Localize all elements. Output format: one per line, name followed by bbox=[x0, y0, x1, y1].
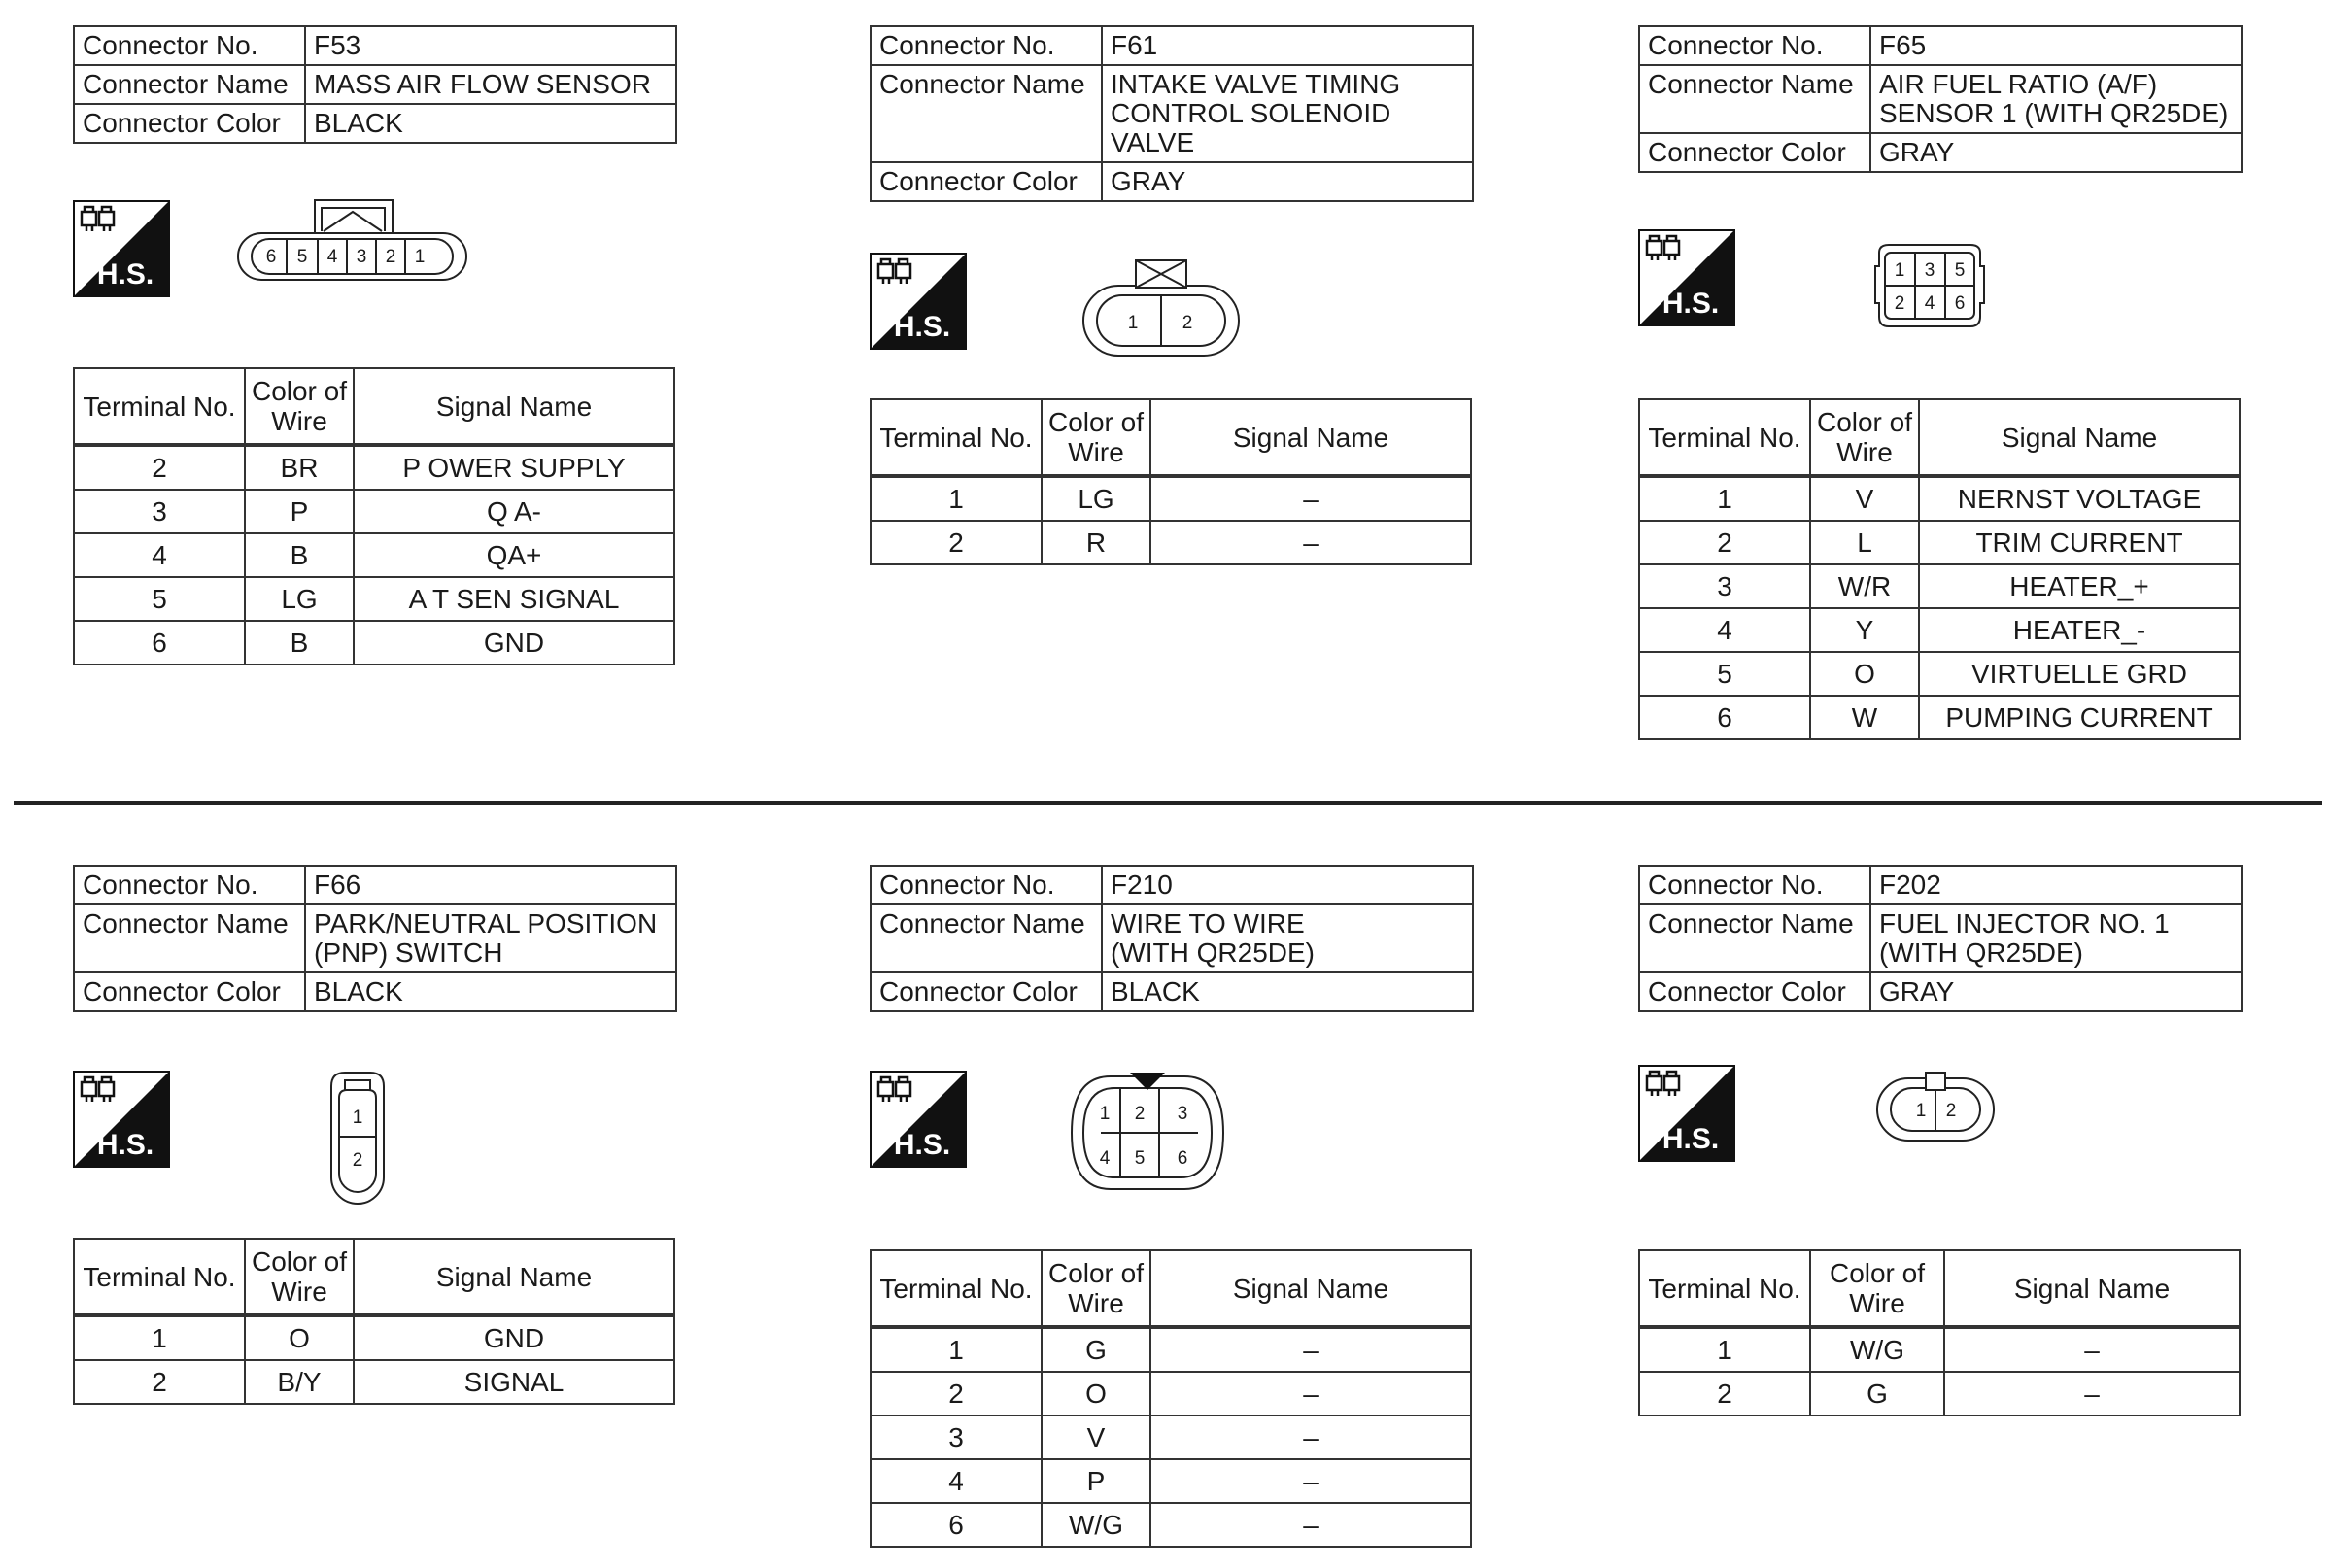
connector-panel-f53 bbox=[73, 25, 677, 676]
connector-info-table bbox=[1638, 25, 2243, 173]
wire-color-cell: O bbox=[1042, 1372, 1150, 1415]
pin-label: 2 bbox=[1134, 1104, 1146, 1124]
connector-no-label: Connector No. bbox=[871, 866, 1102, 904]
table-row bbox=[74, 621, 674, 665]
connector-panel-f202 bbox=[1638, 865, 2243, 1409]
connector-name-value: AIR FUEL RATIO (A/F) SENSOR 1 (WITH QR25DE) bbox=[1870, 65, 2242, 133]
terminal-no-cell: 1 bbox=[871, 1327, 1042, 1372]
signal-name-cell: TRIM CURRENT bbox=[1919, 521, 2240, 564]
terminal-no-header: Terminal No. bbox=[1639, 399, 1810, 476]
connector-panel-f210 bbox=[870, 865, 1474, 1564]
connector-face-diagram bbox=[1062, 1065, 1233, 1195]
terminal-no-cell: 2 bbox=[74, 445, 245, 490]
wire-color-cell: G bbox=[1042, 1327, 1150, 1372]
signal-name-header: Signal Name bbox=[1150, 399, 1471, 476]
terminal-no-cell: 2 bbox=[1639, 521, 1810, 564]
terminal-no-cell: 5 bbox=[74, 577, 245, 621]
wire-color-header: Color of Wire bbox=[1042, 399, 1150, 476]
connector-color-label: Connector Color bbox=[74, 972, 305, 1011]
terminal-table bbox=[73, 367, 675, 665]
signal-name-cell: – bbox=[1944, 1372, 2240, 1415]
connector-color-value: BLACK bbox=[1102, 972, 1473, 1011]
table-row bbox=[871, 1459, 1471, 1503]
pin-label: 1 bbox=[1099, 1104, 1111, 1124]
terminal-no-cell: 4 bbox=[871, 1459, 1042, 1503]
signal-name-cell: GND bbox=[354, 621, 674, 665]
signal-name-cell: – bbox=[1150, 521, 1471, 564]
pin-label: 2 bbox=[1182, 313, 1193, 333]
pin-label: 1 bbox=[1127, 313, 1139, 333]
connector-color-label: Connector Color bbox=[1639, 972, 1870, 1011]
hs-badge-icon bbox=[1638, 1065, 1735, 1162]
hs-badge-icon bbox=[1638, 229, 1735, 326]
table-row bbox=[871, 1327, 1471, 1372]
signal-name-header: Signal Name bbox=[354, 368, 674, 445]
terminal-no-cell: 4 bbox=[74, 533, 245, 577]
connector-name-value: PARK/NEUTRAL POSITION (PNP) SWITCH bbox=[305, 904, 676, 972]
wire-color-header: Color of Wire bbox=[245, 368, 354, 445]
connector-info-table bbox=[1638, 865, 2243, 1012]
connector-face-diagram bbox=[324, 1069, 392, 1205]
signal-name-cell: A T SEN SIGNAL bbox=[354, 577, 674, 621]
signal-name-cell: QA+ bbox=[354, 533, 674, 577]
signal-name-cell: P OWER SUPPLY bbox=[354, 445, 674, 490]
connector-info-table bbox=[870, 25, 1474, 202]
table-row bbox=[1639, 608, 2240, 652]
wire-color-header: Color of Wire bbox=[1810, 1250, 1944, 1327]
connector-panel-f66 bbox=[73, 865, 677, 1409]
connector-no-label: Connector No. bbox=[74, 26, 305, 65]
connector-face-diagram bbox=[1083, 256, 1239, 363]
wire-color-cell: B bbox=[245, 621, 354, 665]
signal-name-cell: PUMPING CURRENT bbox=[1919, 696, 2240, 739]
terminal-table bbox=[1638, 1249, 2241, 1416]
pin-label: 2 bbox=[385, 247, 396, 267]
connector-info-table bbox=[73, 865, 677, 1012]
terminal-no-cell: 1 bbox=[74, 1315, 245, 1360]
terminal-no-cell: 6 bbox=[871, 1503, 1042, 1547]
table-row bbox=[74, 1315, 674, 1360]
table-row bbox=[1639, 652, 2240, 696]
wire-color-cell: P bbox=[245, 490, 354, 533]
pin-label: 5 bbox=[1134, 1148, 1146, 1169]
connector-no-value: F61 bbox=[1102, 26, 1473, 65]
signal-name-cell: NERNST VOLTAGE bbox=[1919, 476, 2240, 521]
pin-label: 6 bbox=[1954, 293, 1966, 314]
wire-color-cell: V bbox=[1810, 476, 1919, 521]
signal-name-header: Signal Name bbox=[1919, 399, 2240, 476]
wire-color-cell: W/G bbox=[1810, 1327, 1944, 1372]
connector-color-label: Connector Color bbox=[1639, 133, 1870, 172]
connector-info-table bbox=[73, 25, 677, 144]
pin-label: 6 bbox=[1177, 1148, 1188, 1169]
terminal-no-cell: 2 bbox=[871, 521, 1042, 564]
pin-label: 4 bbox=[326, 247, 338, 267]
connector-no-label: Connector No. bbox=[871, 26, 1102, 65]
connector-no-value: F210 bbox=[1102, 866, 1473, 904]
hs-badge-icon bbox=[870, 1071, 967, 1168]
wire-color-header: Color of Wire bbox=[245, 1239, 354, 1315]
terminal-no-cell: 2 bbox=[871, 1372, 1042, 1415]
terminal-no-cell: 3 bbox=[871, 1415, 1042, 1459]
connector-color-value: GRAY bbox=[1102, 162, 1473, 201]
connector-no-value: F53 bbox=[305, 26, 676, 65]
connector-no-label: Connector No. bbox=[1639, 26, 1870, 65]
signal-name-cell: Q A- bbox=[354, 490, 674, 533]
wire-color-header: Color of Wire bbox=[1042, 1250, 1150, 1327]
signal-name-cell: SIGNAL bbox=[354, 1360, 674, 1404]
table-row bbox=[871, 521, 1471, 564]
terminal-no-cell: 4 bbox=[1639, 608, 1810, 652]
table-row bbox=[1639, 1372, 2240, 1415]
connector-panel-f61 bbox=[870, 25, 1474, 569]
pin-label: 3 bbox=[1924, 260, 1935, 281]
signal-name-cell: HEATER_+ bbox=[1919, 564, 2240, 608]
hs-badge-label: H.S. bbox=[96, 258, 154, 290]
signal-name-cell: – bbox=[1150, 476, 1471, 521]
connector-name-label: Connector Name bbox=[74, 904, 305, 972]
table-row bbox=[1639, 1327, 2240, 1372]
pin-label: 2 bbox=[1945, 1101, 1957, 1121]
hs-badge-label: H.S. bbox=[96, 1129, 154, 1161]
connector-name-label: Connector Name bbox=[1639, 65, 1870, 133]
signal-name-cell: – bbox=[1944, 1327, 2240, 1372]
terminal-no-header: Terminal No. bbox=[871, 399, 1042, 476]
table-row bbox=[871, 476, 1471, 521]
hs-badge-icon bbox=[870, 253, 967, 350]
connector-color-value: GRAY bbox=[1870, 133, 2242, 172]
wire-color-cell: O bbox=[1810, 652, 1919, 696]
wire-color-cell: P bbox=[1042, 1459, 1150, 1503]
wire-color-cell: B bbox=[245, 533, 354, 577]
connector-panel-f65 bbox=[1638, 25, 2243, 754]
terminal-no-cell: 2 bbox=[74, 1360, 245, 1404]
connector-color-value: BLACK bbox=[305, 972, 676, 1011]
connector-name-label: Connector Name bbox=[871, 65, 1102, 162]
wire-color-cell: W/G bbox=[1042, 1503, 1150, 1547]
connector-no-label: Connector No. bbox=[1639, 866, 1870, 904]
signal-name-header: Signal Name bbox=[354, 1239, 674, 1315]
table-row bbox=[74, 533, 674, 577]
pin-label: 1 bbox=[1894, 260, 1905, 281]
terminal-no-cell: 2 bbox=[1639, 1372, 1810, 1415]
hs-badge-icon bbox=[73, 200, 170, 297]
terminal-no-cell: 3 bbox=[74, 490, 245, 533]
table-row bbox=[74, 445, 674, 490]
pin-label: 4 bbox=[1099, 1148, 1111, 1169]
connector-name-value: WIRE TO WIRE (WITH QR25DE) bbox=[1102, 904, 1473, 972]
pin-label: 5 bbox=[1954, 260, 1966, 281]
wire-color-cell: O bbox=[245, 1315, 354, 1360]
hs-badge-label: H.S. bbox=[893, 1129, 951, 1161]
signal-name-cell: – bbox=[1150, 1459, 1471, 1503]
hs-badge-label: H.S. bbox=[1661, 288, 1720, 320]
signal-name-cell: – bbox=[1150, 1372, 1471, 1415]
pin-label: 5 bbox=[296, 247, 308, 267]
pin-label: 2 bbox=[352, 1150, 363, 1171]
section-divider bbox=[14, 801, 2322, 805]
signal-name-header: Signal Name bbox=[1944, 1250, 2240, 1327]
connector-color-value: GRAY bbox=[1870, 972, 2242, 1011]
wire-color-cell: L bbox=[1810, 521, 1919, 564]
signal-name-cell: – bbox=[1150, 1415, 1471, 1459]
connector-name-value: INTAKE VALVE TIMING CONTROL SOLENOID VALVE bbox=[1102, 65, 1473, 162]
hs-badge-label: H.S. bbox=[1661, 1123, 1720, 1155]
wire-color-cell: V bbox=[1042, 1415, 1150, 1459]
wire-color-cell: Y bbox=[1810, 608, 1919, 652]
connector-info-table bbox=[870, 865, 1474, 1012]
wire-color-cell: LG bbox=[245, 577, 354, 621]
connector-color-value: BLACK bbox=[305, 104, 676, 143]
wire-color-cell: R bbox=[1042, 521, 1150, 564]
connector-no-value: F202 bbox=[1870, 866, 2242, 904]
wire-color-header: Color of Wire bbox=[1810, 399, 1919, 476]
table-row bbox=[1639, 696, 2240, 739]
table-row bbox=[871, 1503, 1471, 1547]
table-row bbox=[1639, 564, 2240, 608]
wire-color-cell: B/Y bbox=[245, 1360, 354, 1404]
connector-name-label: Connector Name bbox=[74, 65, 305, 104]
terminal-no-cell: 5 bbox=[1639, 652, 1810, 696]
table-row bbox=[74, 577, 674, 621]
connector-color-label: Connector Color bbox=[871, 162, 1102, 201]
connector-no-value: F66 bbox=[305, 866, 676, 904]
connector-face-diagram bbox=[1877, 1065, 1994, 1148]
signal-name-cell: – bbox=[1150, 1503, 1471, 1547]
terminal-table bbox=[870, 1249, 1472, 1548]
terminal-no-header: Terminal No. bbox=[74, 1239, 245, 1315]
pin-label: 4 bbox=[1924, 293, 1935, 314]
wire-color-cell: G bbox=[1810, 1372, 1944, 1415]
connector-name-value: FUEL INJECTOR NO. 1 (WITH QR25DE) bbox=[1870, 904, 2242, 972]
terminal-no-cell: 1 bbox=[1639, 1327, 1810, 1372]
terminal-no-cell: 6 bbox=[74, 621, 245, 665]
table-row bbox=[1639, 521, 2240, 564]
pin-label: 1 bbox=[1915, 1101, 1927, 1121]
table-row bbox=[1639, 476, 2240, 521]
pin-label: 3 bbox=[1177, 1104, 1188, 1124]
connector-color-label: Connector Color bbox=[74, 104, 305, 143]
terminal-no-cell: 6 bbox=[1639, 696, 1810, 739]
pin-label: 6 bbox=[265, 247, 277, 267]
wire-color-cell: BR bbox=[245, 445, 354, 490]
signal-name-cell: GND bbox=[354, 1315, 674, 1360]
terminal-no-cell: 1 bbox=[871, 476, 1042, 521]
pin-label: 1 bbox=[414, 247, 426, 267]
table-row bbox=[871, 1372, 1471, 1415]
hs-badge-label: H.S. bbox=[893, 311, 951, 343]
wire-color-cell: W/R bbox=[1810, 564, 1919, 608]
table-row bbox=[871, 1415, 1471, 1459]
connector-no-label: Connector No. bbox=[74, 866, 305, 904]
signal-name-cell: VIRTUELLE GRD bbox=[1919, 652, 2240, 696]
terminal-no-header: Terminal No. bbox=[74, 368, 245, 445]
terminal-table bbox=[870, 398, 1472, 565]
terminal-table bbox=[73, 1238, 675, 1405]
wire-color-cell: LG bbox=[1042, 476, 1150, 521]
connector-name-label: Connector Name bbox=[871, 904, 1102, 972]
connector-face-diagram bbox=[238, 196, 471, 293]
connector-no-value: F65 bbox=[1870, 26, 2242, 65]
signal-name-cell: – bbox=[1150, 1327, 1471, 1372]
pin-label: 2 bbox=[1894, 293, 1905, 314]
hs-badge-icon bbox=[73, 1071, 170, 1168]
connector-color-label: Connector Color bbox=[871, 972, 1102, 1011]
terminal-no-cell: 1 bbox=[1639, 476, 1810, 521]
table-row bbox=[74, 1360, 674, 1404]
pin-label: 3 bbox=[356, 247, 367, 267]
terminal-no-cell: 3 bbox=[1639, 564, 1810, 608]
pin-label: 1 bbox=[352, 1108, 363, 1128]
signal-name-header: Signal Name bbox=[1150, 1250, 1471, 1327]
terminal-table bbox=[1638, 398, 2241, 740]
connector-face-diagram bbox=[1864, 237, 2000, 344]
terminal-no-header: Terminal No. bbox=[871, 1250, 1042, 1327]
wire-color-cell: W bbox=[1810, 696, 1919, 739]
terminal-no-header: Terminal No. bbox=[1639, 1250, 1810, 1327]
connector-name-label: Connector Name bbox=[1639, 904, 1870, 972]
signal-name-cell: HEATER_- bbox=[1919, 608, 2240, 652]
table-row bbox=[74, 490, 674, 533]
connector-name-value: MASS AIR FLOW SENSOR bbox=[305, 65, 676, 104]
